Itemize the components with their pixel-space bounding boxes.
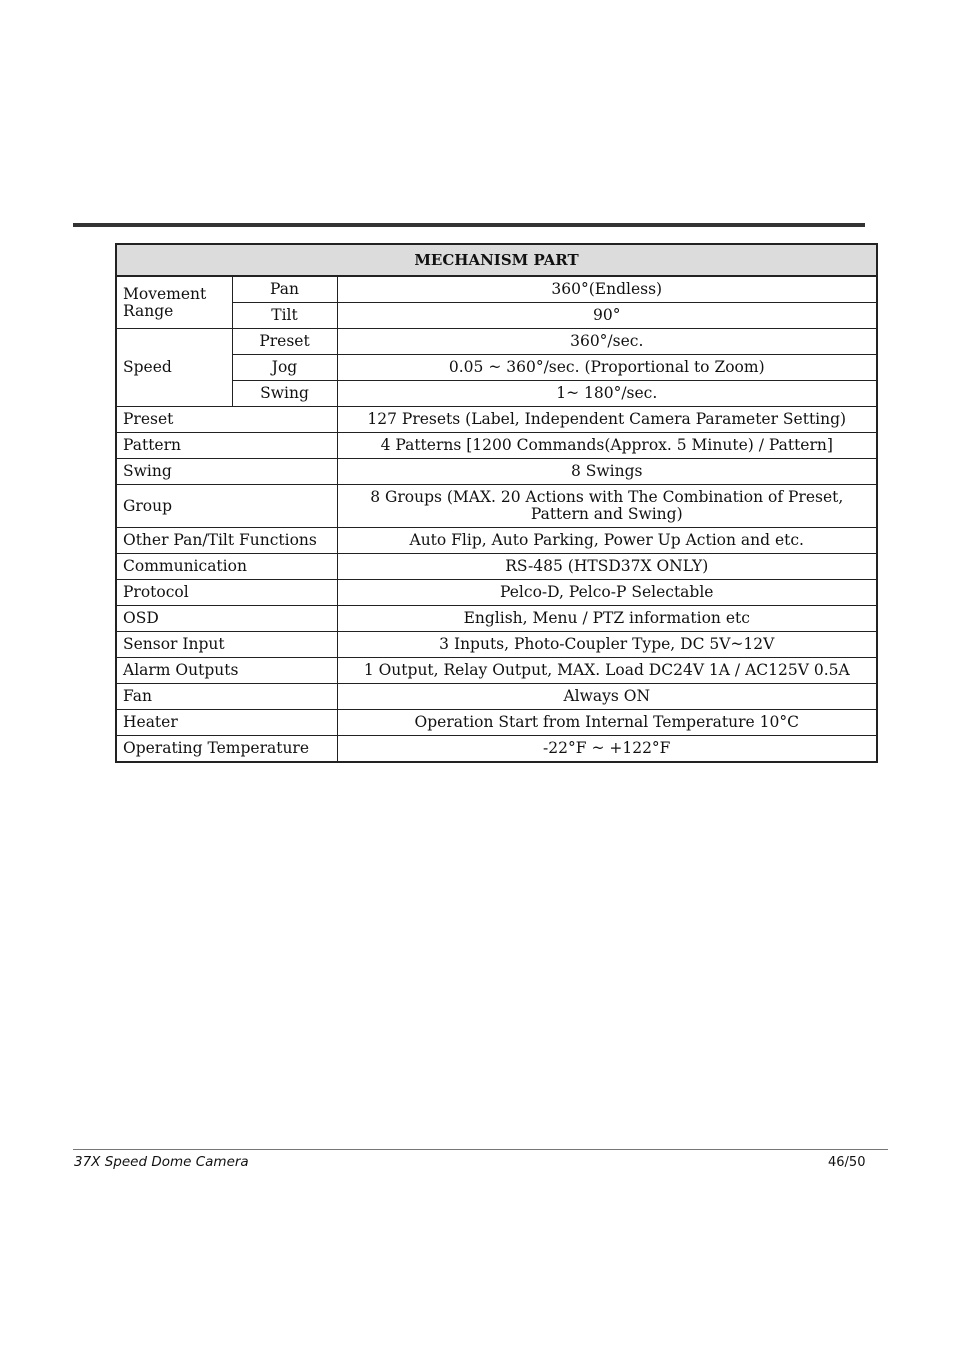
- table-row: [116, 606, 877, 632]
- movement-range-label: Movement Range: [116, 276, 232, 329]
- speed-jog-value: 0.05 ~ 360°/sec. (Proportional to Zoom): [337, 355, 877, 381]
- table-row: [116, 485, 877, 528]
- table-row: [116, 632, 877, 658]
- table-title: MECHANISM PART: [116, 244, 877, 276]
- row-label: Pattern: [116, 433, 337, 459]
- speed-swing-value: 1~ 180°/sec.: [337, 381, 877, 407]
- row-value: 1 Output, Relay Output, MAX. Load DC24V 1A / AC125V 0.5A: [337, 658, 877, 684]
- header-rule: [73, 223, 865, 227]
- row-value: Pelco-D, Pelco-P Selectable: [337, 580, 877, 606]
- row-label: Protocol: [116, 580, 337, 606]
- mechanism-spec-table: [115, 243, 878, 763]
- row-label: Swing: [116, 459, 337, 485]
- speed-swing-label: Swing: [232, 381, 337, 407]
- row-value: RS-485 (HTSD37X ONLY): [337, 554, 877, 580]
- row-value: 3 Inputs, Photo-Coupler Type, DC 5V~12V: [337, 632, 877, 658]
- table-row: [116, 433, 877, 459]
- speed-label: Speed: [116, 329, 232, 407]
- pan-value: 360°(Endless): [337, 276, 877, 303]
- row-label: OSD: [116, 606, 337, 632]
- table-row: [116, 459, 877, 485]
- speed-jog-label: Jog: [232, 355, 337, 381]
- row-value: Auto Flip, Auto Parking, Power Up Action and etc.: [337, 528, 877, 554]
- row-label: Communication: [116, 554, 337, 580]
- table-row: [116, 276, 877, 303]
- table-row: [116, 710, 877, 736]
- speed-preset-value: 360°/sec.: [337, 329, 877, 355]
- table-row: [116, 736, 877, 763]
- footer-rule: [73, 1149, 888, 1150]
- tilt-value: 90°: [337, 303, 877, 329]
- row-value: Always ON: [337, 684, 877, 710]
- row-label: Operating Temperature: [116, 736, 337, 763]
- row-value: Operation Start from Internal Temperature 10°C: [337, 710, 877, 736]
- table-row: [116, 528, 877, 554]
- row-value: 127 Presets (Label, Independent Camera Parameter Setting): [337, 407, 877, 433]
- footer-page-number: 46/50: [828, 1155, 866, 1170]
- table-row: [116, 329, 877, 355]
- speed-preset-label: Preset: [232, 329, 337, 355]
- footer-document-title: 37X Speed Dome Camera: [74, 1154, 249, 1170]
- row-value: 8 Groups (MAX. 20 Actions with The Combination of Preset, Pattern and Swing): [337, 485, 877, 528]
- row-value: 4 Patterns [1200 Commands(Approx. 5 Minute) / Pattern]: [337, 433, 877, 459]
- row-label: Other Pan/Tilt Functions: [116, 528, 337, 554]
- row-label: Sensor Input: [116, 632, 337, 658]
- row-value: 8 Swings: [337, 459, 877, 485]
- row-label: Alarm Outputs: [116, 658, 337, 684]
- row-value: English, Menu / PTZ information etc: [337, 606, 877, 632]
- pan-label: Pan: [232, 276, 337, 303]
- row-label: Group: [116, 485, 337, 528]
- table-row: [116, 407, 877, 433]
- row-label: Heater: [116, 710, 337, 736]
- row-label: Fan: [116, 684, 337, 710]
- row-value: -22°F ~ +122°F: [337, 736, 877, 763]
- table-row: [116, 580, 877, 606]
- table-row: [116, 658, 877, 684]
- table-row: [116, 554, 877, 580]
- table-header-row: [116, 244, 877, 276]
- tilt-label: Tilt: [232, 303, 337, 329]
- table-row: [116, 684, 877, 710]
- row-label: Preset: [116, 407, 337, 433]
